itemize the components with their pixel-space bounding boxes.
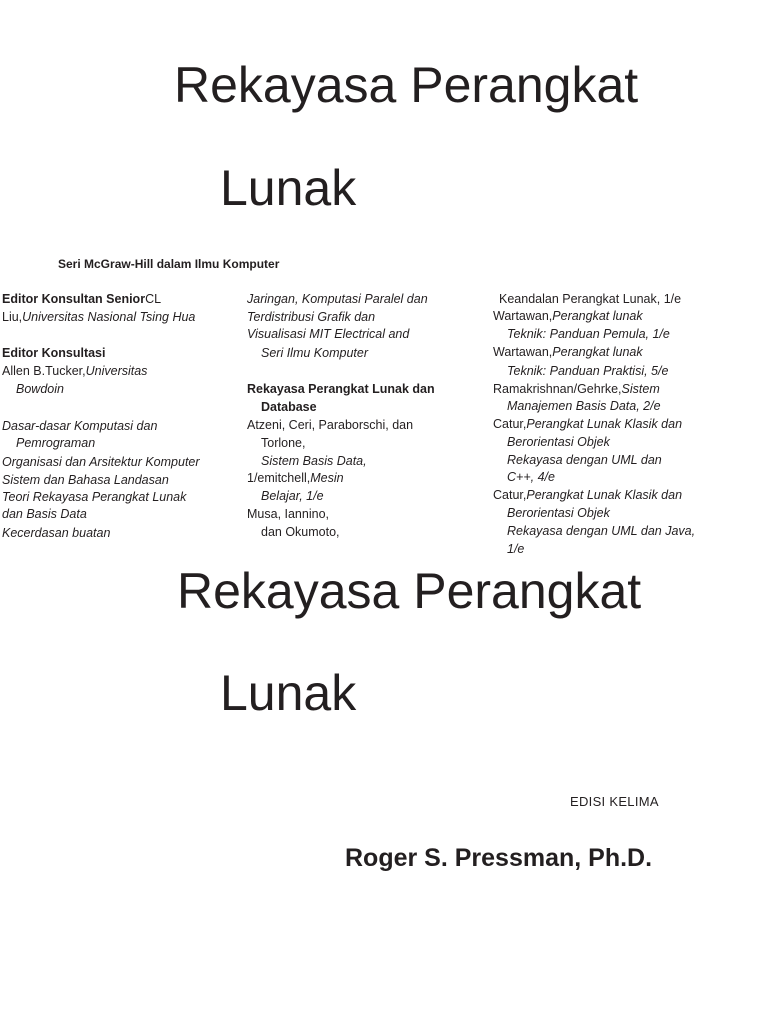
col3-wart1-title: Perangkat lunak (552, 309, 643, 323)
editor-label: Editor Konsultasi (2, 346, 106, 360)
col3-line-1: Keandalan Perangkat Lunak, 1/e (499, 292, 682, 306)
col2-musa-2: dan Okumoto, (261, 525, 340, 539)
col2-authors-2: Torlone, (261, 436, 306, 450)
senior-editor-affiliation-line (2, 308, 195, 326)
col3-rama-author: Ramakrishnan/Gehrke, (493, 382, 622, 396)
col2-mitchell-prefix: 1/emitchell, (247, 471, 311, 485)
col3-wart1 (493, 307, 643, 325)
author-name: Roger S. Pressman, Ph.D. (345, 844, 653, 872)
col2-authors-1: Atzeni, Ceri, Paraborschi, dan (247, 418, 414, 432)
col2-heading-2: Database (261, 400, 317, 414)
topic-item: Pemrograman (16, 436, 96, 450)
editor-name-line (2, 362, 147, 380)
title-bottom-line2: Lunak (220, 665, 357, 721)
senior-editor-affiliation: Universitas Nasional Tsing Hua (22, 310, 196, 324)
col3-wart1-title-2: Teknik: Panduan Pemula, 1/e (507, 327, 670, 341)
topic-item: dan Basis Data (2, 507, 87, 521)
col3-catur1-title-2: Berorientasi Objek (507, 435, 610, 449)
col3-catur1-title: Perangkat Lunak Klasik dan (526, 417, 683, 431)
col2-mitchell-title: Mesin (310, 471, 344, 485)
col3-wart2-title-2: Teknik: Panduan Praktisi, 5/e (507, 364, 669, 378)
col3-wart2-title: Perangkat lunak (552, 345, 643, 359)
title-top-line2: Lunak (220, 160, 357, 216)
col3-rama (493, 380, 660, 398)
senior-editor-label: Editor Konsultan Senior (2, 292, 146, 306)
col2-mitchell-line (247, 469, 344, 487)
editor-affiliation-2: Bowdoin (16, 382, 64, 396)
editor-affiliation-1: Universitas (85, 364, 148, 378)
topic-item: Dasar-dasar Komputasi dan (2, 419, 158, 433)
col2-line: Seri Ilmu Komputer (261, 346, 368, 360)
col3-catur2-title: Perangkat Lunak Klasik dan (526, 488, 683, 502)
col2-mitchell-title-2: Belajar, 1/e (261, 489, 324, 503)
col2-line: Terdistribusi Grafik dan (247, 310, 376, 324)
col3-catur1 (493, 415, 682, 433)
col3-wart2-author: Wartawan, (493, 345, 553, 359)
topic-item: Organisasi dan Arsitektur Komputer (2, 455, 200, 469)
edition-label: EDISI KELIMA (570, 794, 659, 809)
col2-book-1: Sistem Basis Data, (261, 454, 367, 468)
col3-wart2 (493, 343, 643, 361)
col3-catur2-title-3: Rekayasa dengan UML dan Java, (507, 524, 696, 538)
col3-catur2-author: Catur, (493, 488, 527, 502)
col2-heading-1: Rekayasa Perangkat Lunak dan (247, 382, 435, 396)
title-bottom-line1: Rekayasa Perangkat (177, 563, 642, 619)
col2-line: Jaringan, Komputasi Paralel dan (247, 292, 428, 306)
senior-editor-name-part2: Liu, (2, 310, 23, 324)
topic-item: Kecerdasan buatan (2, 526, 111, 540)
topic-item: Teori Rekayasa Perangkat Lunak (2, 490, 187, 504)
senior-editor-name-part1: CL (145, 292, 162, 306)
col3-rama-title-2: Manajemen Basis Data, 2/e (507, 399, 661, 413)
col3-catur2-title-4: 1/e (507, 542, 525, 556)
topic-item: Sistem dan Bahasa Landasan (2, 473, 169, 487)
col3-catur2 (493, 486, 682, 504)
col3-catur2-title-2: Berorientasi Objek (507, 506, 610, 520)
col2-musa-1: Musa, Iannino, (247, 507, 329, 521)
senior-editor-line (2, 290, 161, 308)
col3-catur1-title-4: C++, 4/e (507, 470, 555, 484)
col3-rama-title: Sistem (621, 382, 660, 396)
series-heading: Seri McGraw-Hill dalam Ilmu Komputer (58, 257, 280, 271)
col3-wart1-author: Wartawan, (493, 309, 553, 323)
title-top-line1: Rekayasa Perangkat (174, 57, 639, 113)
editor-name: Allen B.Tucker, (2, 364, 86, 378)
col3-catur1-author: Catur, (493, 417, 527, 431)
col2-line: Visualisasi MIT Electrical and (247, 327, 410, 341)
col3-catur1-title-3: Rekayasa dengan UML dan (507, 453, 662, 467)
